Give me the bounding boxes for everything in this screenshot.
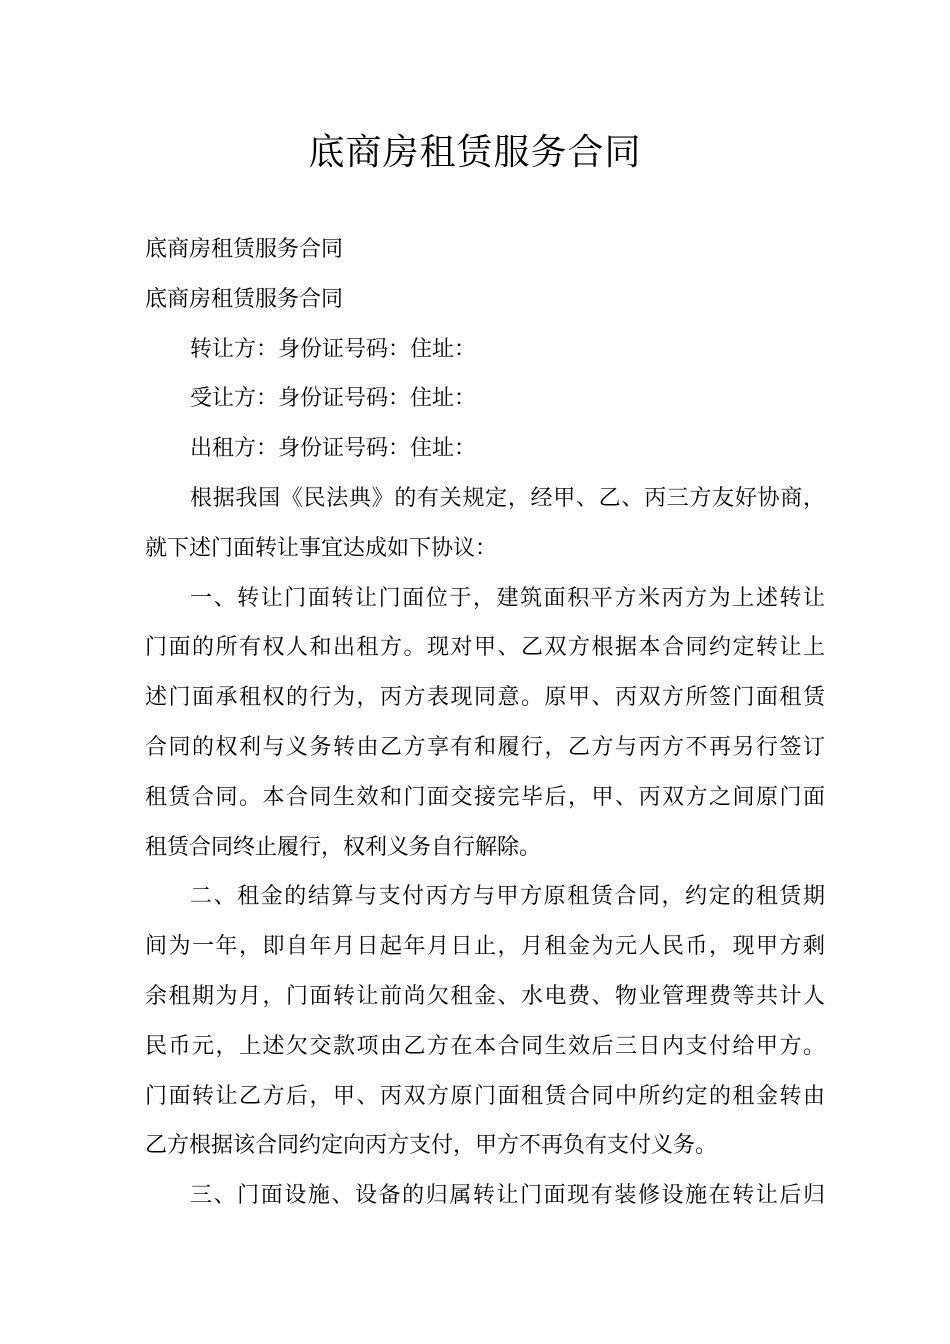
clause-1-line-6: 租赁合同终止履行，权利义务自行解除。 bbox=[145, 834, 542, 860]
clause-2-line-4: 民币元，上述欠交款项由乙方在本合同生效后三日内支付给甲方。 bbox=[145, 1033, 825, 1059]
clause-1-line-3: 述门面承租权的行为，丙方表现同意。原甲、丙双方所签门面租赁 bbox=[145, 685, 825, 711]
clause-1-line-1: 一、转让门面转让门面位于，建筑面积平方米丙方为上述转让 bbox=[190, 585, 825, 611]
clause-2-line-6: 乙方根据该合同约定向丙方支付，甲方不再负有支付义务。 bbox=[145, 1133, 718, 1159]
subtitle-line-2: 底商房租赁服务合同 bbox=[145, 286, 344, 312]
transferee-line: 受让方：身份证号码：住址： bbox=[190, 386, 477, 412]
document-body bbox=[145, 225, 825, 1221]
clause-2-line-2: 间为一年，即自年月日起年月日止，月租金为元人民币，现甲方剩 bbox=[145, 934, 825, 960]
clause-2-line-3: 余租期为月，门面转让前尚欠租金、水电费、物业管理费等共计人 bbox=[145, 983, 825, 1009]
clause-2-line-5: 门面转让乙方后，甲、丙双方原门面租赁合同中所约定的租金转由 bbox=[145, 1083, 825, 1109]
document-title: 底商房租赁服务合同 bbox=[308, 132, 642, 173]
clause-1-line-2: 门面的所有权人和出租方。现对甲、乙双方根据本合同约定转让上 bbox=[145, 635, 825, 661]
clause-3-line-1: 三、门面设施、设备的归属转让门面现有装修设施在转让后归 bbox=[190, 1183, 825, 1209]
transferor-line: 转让方：身份证号码：住址： bbox=[190, 336, 477, 362]
clause-1-line-5: 租赁合同。本合同生效和门面交接完毕后，甲、丙双方之间原门面 bbox=[145, 784, 825, 810]
preamble-line-1: 根据我国《民法典》的有关规定，经甲、乙、丙三方友好协商， bbox=[190, 485, 825, 511]
preamble-line-2: 就下述门面转让事宜达成如下协议： bbox=[145, 535, 498, 561]
subtitle-line-1: 底商房租赁服务合同 bbox=[145, 237, 344, 262]
clause-2-line-1: 二、租金的结算与支付丙方与甲方原租赁合同，约定的租赁期 bbox=[190, 884, 825, 910]
lessor-line: 出租方：身份证号码：住址： bbox=[190, 436, 477, 462]
clause-1-line-4: 合同的权利与义务转由乙方享有和履行，乙方与丙方不再另行签订 bbox=[145, 734, 825, 760]
